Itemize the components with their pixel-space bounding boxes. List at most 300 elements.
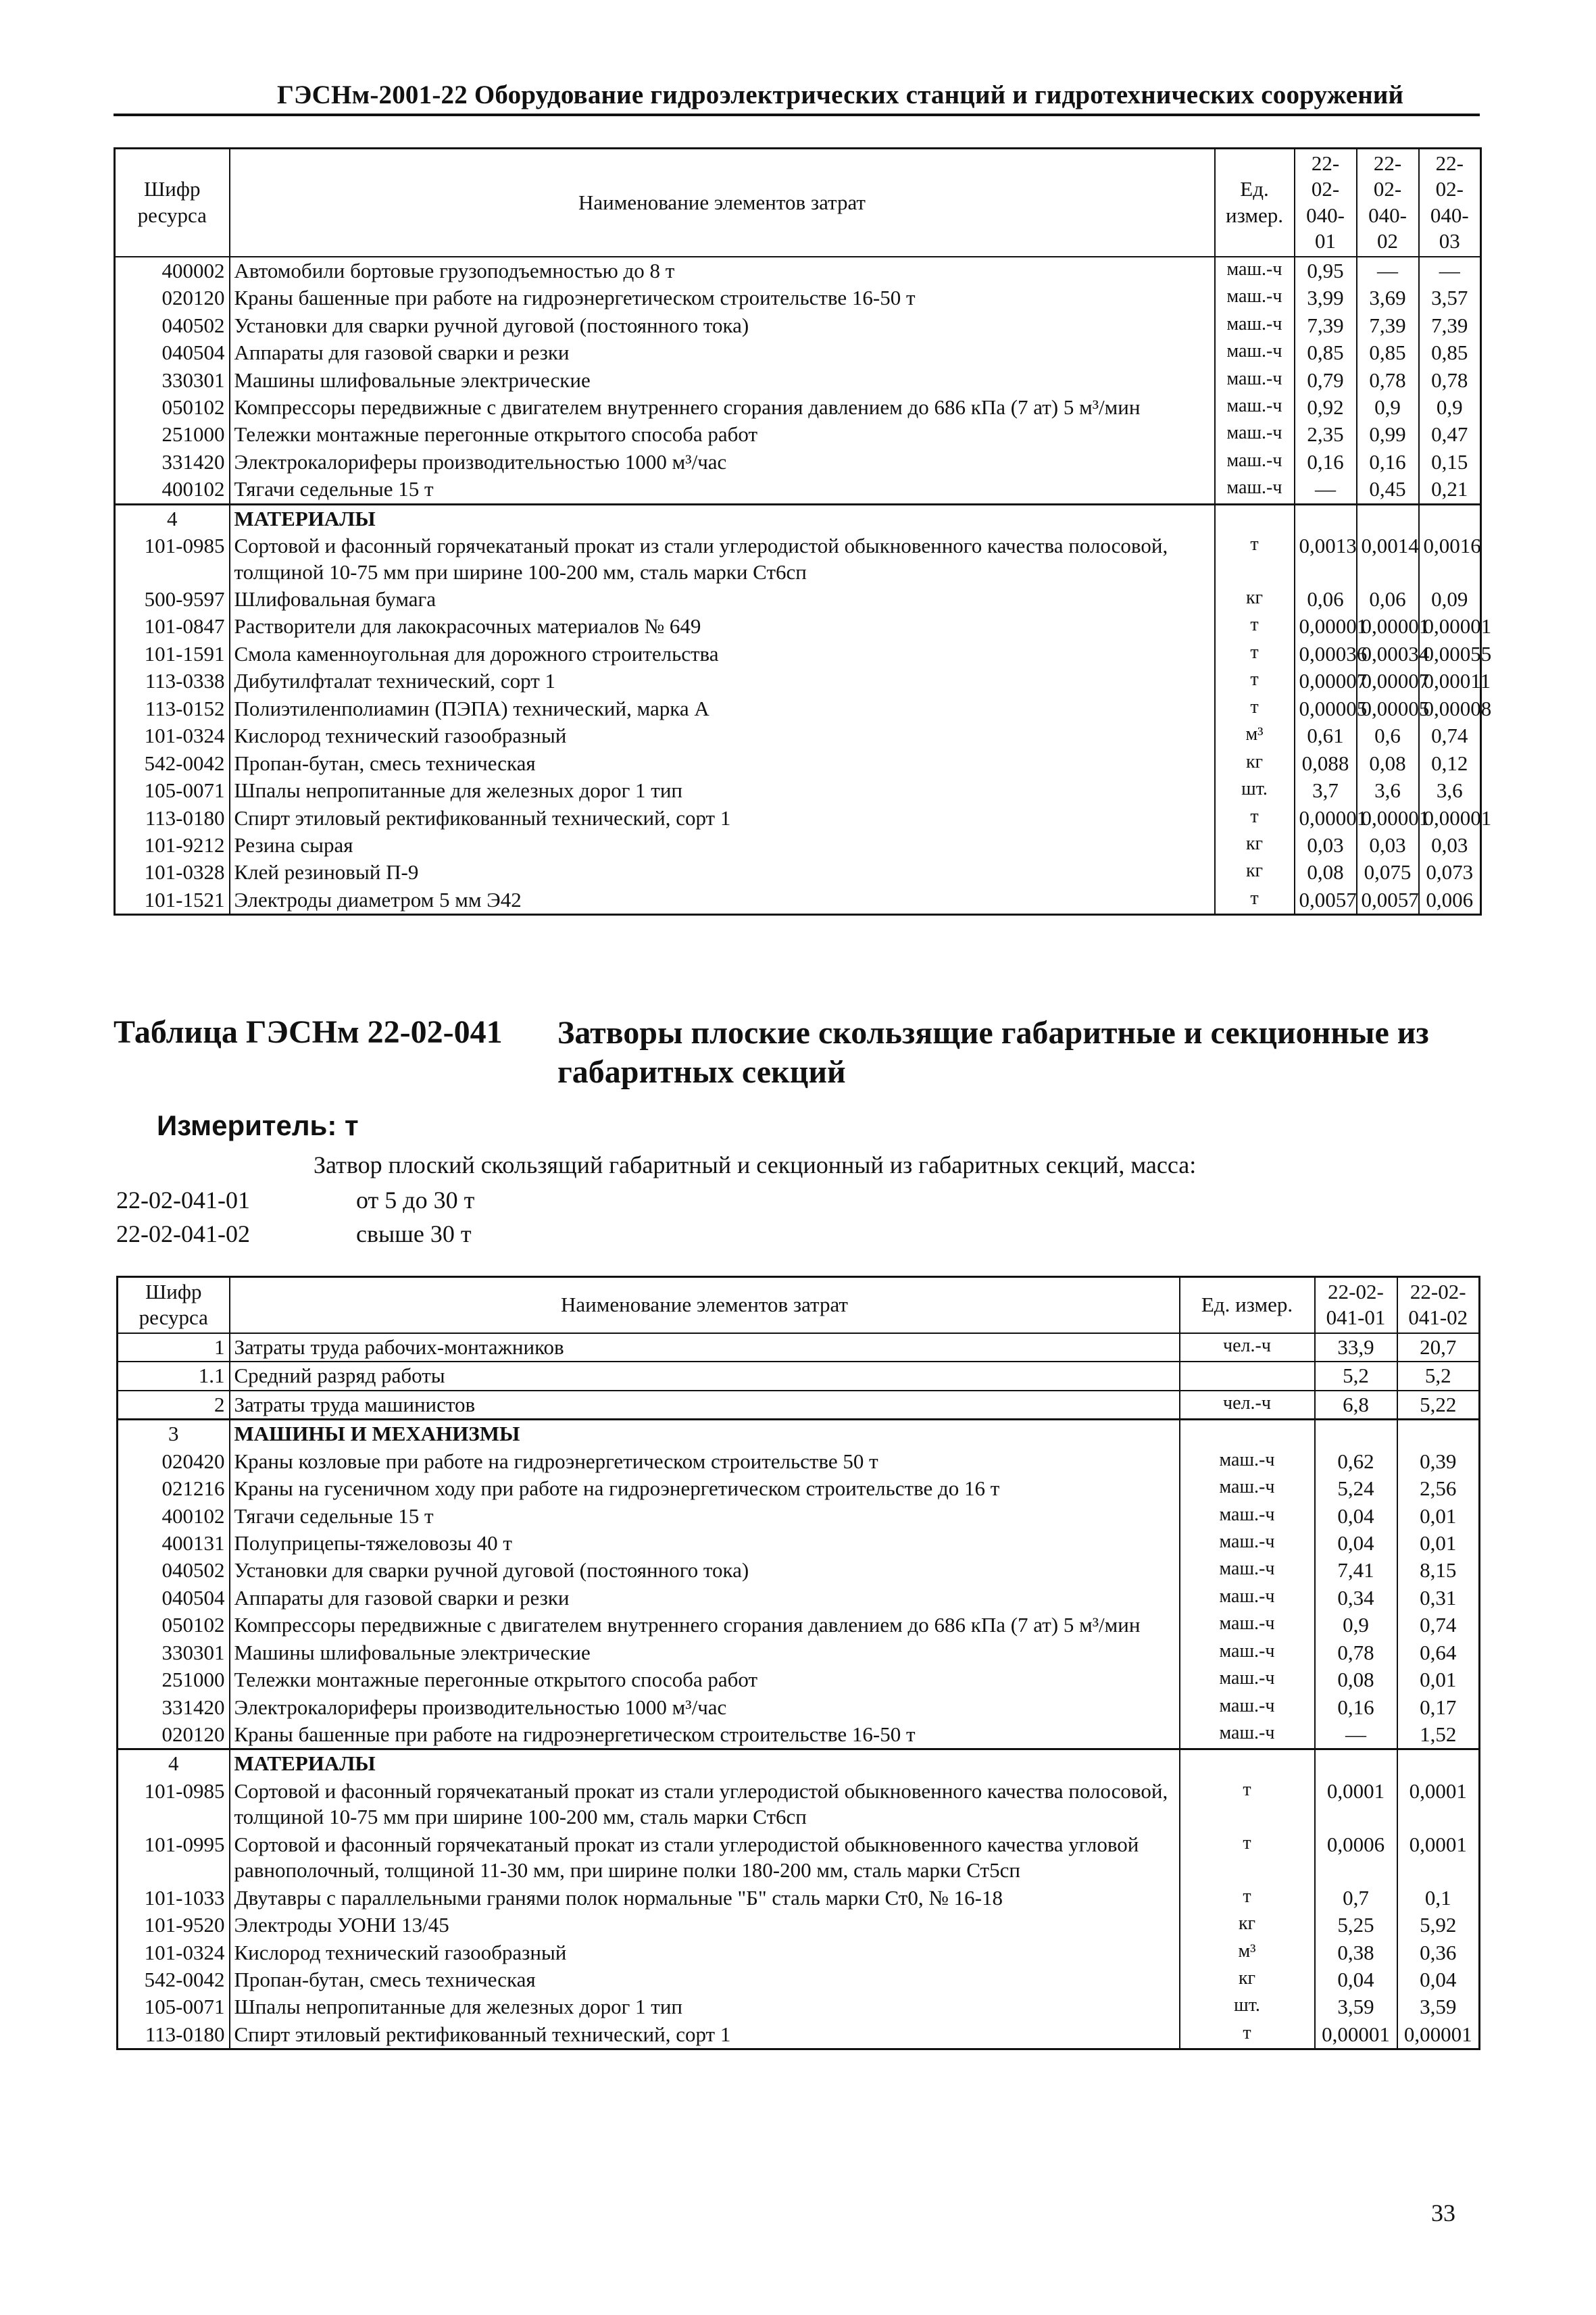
unit-cell: маш.-ч [1180,1557,1315,1584]
variant-text: от 5 до 30 т [356,1187,475,1214]
resource-name: Двутавры с параллельными гранями полок нормальные "Б" сталь марки Ст0, № 16-18 [230,1885,1180,1912]
table-row [115,339,1481,366]
table-header-row [115,149,1481,257]
col-header-norm: 22-02-040-01 [1295,149,1357,257]
norm-value: 0,00001 [1419,613,1481,640]
resource-code: 3 [118,1420,230,1448]
norm-value: 0,0016 [1419,532,1481,586]
resource-code: 101-0847 [115,613,230,640]
norm-value: 0,06 [1295,586,1357,613]
resource-code: 101-9520 [118,1912,230,1939]
table-row [115,421,1481,448]
norm-value: 0,04 [1315,1530,1397,1557]
col-header-norm: 22-02-040-03 [1419,149,1481,257]
resource-code: 400131 [118,1530,230,1557]
table-row [115,476,1481,504]
norm-value: 7,39 [1419,312,1481,339]
norm-value: 0,17 [1397,1694,1480,1721]
norm-value: 0,00005 [1357,695,1419,722]
table-row [118,1585,1480,1612]
norm-value: 33,9 [1315,1333,1397,1362]
resource-code: 101-0985 [118,1778,230,1831]
unit-cell: маш.-ч [1180,1612,1315,1639]
norm-value: 5,2 [1397,1362,1480,1390]
norm-value: 0,088 [1295,750,1357,777]
resource-name: Сортовой и фасонный горячекатаный прокат из стали углеродистой обыкновенного качества угловой равнополочный, толщиной 11-30 мм, при ширине полки 180-200 мм, сталь марки Ст5сп [230,1831,1180,1885]
norm-value: 0,39 [1397,1448,1480,1475]
norm-value: 0,85 [1357,339,1419,366]
norm-value: 0,6 [1357,722,1419,749]
table-row [115,805,1481,832]
table-row [118,1639,1480,1666]
table-row [118,1557,1480,1584]
resource-name: Машины шлифовальные электрические [230,367,1215,394]
norm-value [1295,504,1357,532]
norm-value: 2,35 [1295,421,1357,448]
resource-name: Кислород технический газообразный [230,722,1215,749]
table-title: Таблица ГЭСНм 22-02-041 [114,1014,503,1050]
unit-cell: маш.-ч [1215,257,1295,284]
unit-cell: т [1215,695,1295,722]
resource-name: Шпалы непропитанные для железных дорог 1 тип [230,777,1215,804]
resource-code: 040502 [115,312,230,339]
norm-value: 0,16 [1315,1694,1397,1721]
resource-name: МАШИНЫ И МЕХАНИЗМЫ [230,1420,1180,1448]
resource-name: МАТЕРИАЛЫ [230,504,1215,532]
norm-value: 0,45 [1357,476,1419,504]
norm-value: 0,62 [1315,1448,1397,1475]
table-row [115,887,1481,915]
col-header-name: Наименование элементов затрат [230,1277,1180,1333]
variant-code: 22-02-041-01 [116,1187,250,1214]
norm-value: 0,01 [1397,1530,1480,1557]
norm-value: 0,64 [1397,1639,1480,1666]
norm-value: 0,073 [1419,859,1481,886]
norm-value: 0,74 [1397,1612,1480,1639]
resource-code: 105-0071 [115,777,230,804]
table-row [118,1333,1480,1362]
resource-code: 400002 [115,257,230,284]
unit-cell: маш.-ч [1180,1448,1315,1475]
resource-name: Аппараты для газовой сварки и резки [230,1585,1180,1612]
resource-name: Кислород технический газообразный [230,1939,1180,1966]
unit-cell: маш.-ч [1180,1530,1315,1557]
resource-name: Дибутилфталат технический, сорт 1 [230,668,1215,695]
unit-cell: м³ [1215,722,1295,749]
norm-value: 0,1 [1397,1885,1480,1912]
resource-name: Тягачи седельные 15 т [230,476,1215,504]
table-row [115,613,1481,640]
norm-value: 3,59 [1397,1993,1480,2020]
table-row [118,1885,1480,1912]
resource-name: Сортовой и фасонный горячекатаный прокат из стали углеродистой обыкновенного качества полосовой, толщиной 10-75 мм при ширине 100-200 мм, сталь марки Ст6сп [230,532,1215,586]
norm-value: 0,78 [1357,367,1419,394]
unit-cell: шт. [1215,777,1295,804]
norm-value: 0,01 [1397,1666,1480,1693]
resource-table-040 [114,147,1492,916]
col-header-unit: Ед. измер. [1215,149,1295,257]
norm-value [1397,1749,1480,1778]
table-row [118,1503,1480,1530]
norm-value: 0,00005 [1295,695,1357,722]
norm-value: 0,7 [1315,1885,1397,1912]
norm-value: 3,7 [1295,777,1357,804]
variant-text: свыше 30 т [356,1220,472,1247]
norm-value [1315,1749,1397,1778]
resource-name: Краны на гусеничном ходу при работе на гидроэнергетическом строительстве до 16 т [230,1475,1180,1502]
resource-name: Резина сырая [230,832,1215,859]
resource-name: Спирт этиловый ректификованный технический, сорт 1 [230,2021,1180,2049]
resource-code: 113-0152 [115,695,230,722]
header-rule [114,114,1480,116]
resource-name: Полиэтиленполиамин (ПЭПА) технический, марка А [230,695,1215,722]
section-row [118,1749,1480,1778]
unit-cell: шт. [1180,1993,1315,2020]
unit-cell: т [1215,641,1295,668]
unit-cell: маш.-ч [1180,1475,1315,1502]
col-header-norm: 22-02-041-02 [1397,1277,1480,1333]
norm-value: 0,00001 [1397,2021,1480,2049]
norm-value: 0,0006 [1315,1831,1397,1885]
unit-cell: чел.-ч [1180,1391,1315,1420]
norm-value: 0,92 [1295,394,1357,421]
norm-value: 3,69 [1357,284,1419,312]
norm-value: 7,41 [1315,1557,1397,1584]
resource-name: Пропан-бутан, смесь техническая [230,1966,1180,1993]
table-row [115,312,1481,339]
norm-value: 20,7 [1397,1333,1480,1362]
unit-cell: кг [1180,1966,1315,1993]
norm-value: 0,95 [1295,257,1357,284]
resource-name: Электроды диаметром 5 мм Э42 [230,887,1215,915]
unit-cell: маш.-ч [1180,1585,1315,1612]
table-row [118,1993,1480,2020]
variant-line [116,1186,474,1214]
norm-value: 5,92 [1397,1912,1480,1939]
table-row [115,394,1481,421]
norm-value: — [1295,476,1357,504]
resource-code: 101-0324 [118,1939,230,1966]
resource-name: Электрокалориферы производительностью 1000 м³/час [230,1694,1180,1721]
unit-cell: т [1180,2021,1315,2049]
resource-name: Средний разряд работы [230,1362,1180,1390]
norm-value: 0,08 [1315,1666,1397,1693]
section-row [118,1420,1480,1448]
page-number: 33 [1431,2199,1455,2226]
unit-cell [1215,504,1295,532]
unit-cell: кг [1215,859,1295,886]
norm-value: 0,74 [1419,722,1481,749]
col-header-code: Шифр ресурса [115,149,230,257]
table-row [118,1778,1480,1831]
norm-value: 3,59 [1315,1993,1397,2020]
resource-code: 400102 [118,1503,230,1530]
resource-code: 040504 [115,339,230,366]
running-header: ГЭСНм-2001-22 Оборудование гидроэлектрических станций и гидротехнических сооружений [277,80,1404,109]
unit-cell: кг [1215,750,1295,777]
resource-name: Компрессоры передвижные с двигателем внутреннего сгорания давлением до 686 кПа (7 ат) 5 м³/мин [230,1612,1180,1639]
table-row [115,641,1481,668]
norm-value: 0,31 [1397,1585,1480,1612]
resource-name: МАТЕРИАЛЫ [230,1749,1180,1778]
resource-code: 251000 [118,1666,230,1693]
resource-code: 251000 [115,421,230,448]
norm-value: 7,39 [1295,312,1357,339]
norm-value: 0,03 [1357,832,1419,859]
norm-value: 0,85 [1295,339,1357,366]
variant-code: 22-02-041-02 [116,1220,250,1247]
norm-value: 0,0014 [1357,532,1419,586]
table-row [118,1612,1480,1639]
resource-name: Электроды УОНИ 13/45 [230,1912,1180,1939]
norm-value: 0,075 [1357,859,1419,886]
norm-value: 0,09 [1419,586,1481,613]
table-row [115,284,1481,312]
table-row [118,1448,1480,1475]
unit-of-measure: Измеритель: т [157,1110,359,1141]
norm-value: 0,01 [1397,1503,1480,1530]
resource-name: Краны козловые при работе на гидроэнергетическом строительстве 50 т [230,1448,1180,1475]
unit-cell [1180,1420,1315,1448]
unit-cell [1180,1362,1315,1390]
unit-cell: маш.-ч [1215,421,1295,448]
table-row [118,1694,1480,1721]
unit-cell: маш.-ч [1180,1721,1315,1749]
table-row [115,367,1481,394]
resource-name: Компрессоры передвижные с двигателем внутреннего сгорания давлением до 686 кПа (7 ат) 5 м³/мин [230,394,1215,421]
unit-cell: маш.-ч [1215,476,1295,504]
table-row [118,1912,1480,1939]
table-subtitle: Затворы плоские скользящие габаритные и секционные из габаритных секций [557,1015,1429,1090]
norm-value: 0,04 [1315,1503,1397,1530]
norm-value: 0,99 [1357,421,1419,448]
norm-value: 0,00007 [1357,668,1419,695]
resource-code: 4 [115,504,230,532]
resource-code: 050102 [118,1612,230,1639]
resource-name: Тележки монтажные перегонные открытого способа работ [230,1666,1180,1693]
table-row [118,1391,1480,1420]
table-row [115,257,1481,284]
table-row [115,750,1481,777]
norm-value: 0,85 [1419,339,1481,366]
table-row [118,1475,1480,1502]
norm-value: 0,006 [1419,887,1481,915]
resource-name: Затраты труда машинистов [230,1391,1180,1420]
resource-code: 020420 [118,1448,230,1475]
norm-value: 0,9 [1315,1612,1397,1639]
resource-name: Полуприцепы-тяжеловозы 40 т [230,1530,1180,1557]
norm-value [1419,504,1481,532]
resource-code: 330301 [118,1639,230,1666]
norm-value: 0,00001 [1357,805,1419,832]
norm-value: 0,00001 [1295,805,1357,832]
norm-value: 0,79 [1295,367,1357,394]
unit-cell: т [1180,1885,1315,1912]
table-row [118,1966,1480,1993]
norm-value: 0,34 [1315,1585,1397,1612]
norm-value: 0,00011 [1419,668,1481,695]
norm-value: 0,00001 [1419,805,1481,832]
norm-value: 0,08 [1295,859,1357,886]
norm-value: 0,0057 [1295,887,1357,915]
unit-cell: маш.-ч [1180,1666,1315,1693]
unit-cell: маш.-ч [1215,339,1295,366]
norm-value: 0,16 [1357,449,1419,476]
norm-value: 0,03 [1419,832,1481,859]
resource-code: 101-0985 [115,532,230,586]
unit-cell: кг [1215,832,1295,859]
norm-value [1315,1420,1397,1448]
norm-value: 0,00001 [1357,613,1419,640]
resource-code: 113-0180 [118,2021,230,2049]
resource-code: 040504 [118,1585,230,1612]
norm-value: 0,0001 [1397,1778,1480,1831]
unit-cell: маш.-ч [1215,284,1295,312]
resource-name: Сортовой и фасонный горячекатаный прокат из стали углеродистой обыкновенного качества полосовой, толщиной 10-75 мм при ширине 100-200 мм, сталь марки Ст6сп [230,1778,1180,1831]
table-row [115,532,1481,586]
resource-code: 2 [118,1391,230,1420]
norm-value: 5,22 [1397,1391,1480,1420]
resource-code: 113-0180 [115,805,230,832]
unit-cell: т [1215,668,1295,695]
resource-code: 1.1 [118,1362,230,1390]
unit-cell: т [1215,887,1295,915]
norm-value: 0,00001 [1315,2021,1397,2049]
unit-cell: маш.-ч [1180,1503,1315,1530]
table-row [115,695,1481,722]
norm-value: 0,78 [1315,1639,1397,1666]
norm-value: 0,03 [1295,832,1357,859]
norm-value: 0,36 [1397,1939,1480,1966]
norm-value: 0,00001 [1295,613,1357,640]
resource-code: 101-0328 [115,859,230,886]
resource-code: 542-0042 [115,750,230,777]
table-header-row [118,1277,1480,1333]
norm-value: 3,6 [1357,777,1419,804]
resource-code: 542-0042 [118,1966,230,1993]
resource-code: 330301 [115,367,230,394]
resource-code: 105-0071 [118,1993,230,2020]
col-header-norm: 22-02-041-01 [1315,1277,1397,1333]
resource-code: 050102 [115,394,230,421]
norm-value: 5,25 [1315,1912,1397,1939]
table-row [118,1530,1480,1557]
resource-code: 020120 [115,284,230,312]
resource-code: 101-9212 [115,832,230,859]
norm-value: 0,78 [1419,367,1481,394]
variant-line [116,1220,472,1248]
norm-value: 3,99 [1295,284,1357,312]
resource-name: Установки для сварки ручной дуговой (постоянного тока) [230,312,1215,339]
unit-cell: т [1180,1831,1315,1885]
norm-value: 0,04 [1397,1966,1480,1993]
norm-value: — [1357,257,1419,284]
norm-value: 5,2 [1315,1362,1397,1390]
unit-cell: маш.-ч [1215,449,1295,476]
unit-cell [1180,1749,1315,1778]
resource-name: Машины шлифовальные электрические [230,1639,1180,1666]
norm-value: — [1315,1721,1397,1749]
norm-value: 0,16 [1295,449,1357,476]
table-row [115,722,1481,749]
unit-cell: чел.-ч [1180,1333,1315,1362]
norm-value [1397,1420,1480,1448]
resource-name: Затраты труда рабочих-монтажников [230,1333,1180,1362]
unit-cell: т [1215,805,1295,832]
norm-value: 8,15 [1397,1557,1480,1584]
norm-value: 0,12 [1419,750,1481,777]
norm-value: 0,9 [1419,394,1481,421]
norm-value: 0,0013 [1295,532,1357,586]
variant-intro: Затвор плоский скользящий габаритный и секционный из габаритных секций, масса: [314,1151,1197,1178]
unit-cell: маш.-ч [1180,1694,1315,1721]
norm-value: 0,38 [1315,1939,1397,1966]
resource-code: 101-0995 [118,1831,230,1885]
table-row [115,668,1481,695]
resource-code: 101-1591 [115,641,230,668]
table-row [118,1362,1480,1390]
norm-value: 0,06 [1357,586,1419,613]
section-row [115,504,1481,532]
resource-name: Клей резиновый П-9 [230,859,1215,886]
table-row [118,2021,1480,2049]
table-row [118,1831,1480,1885]
norm-value: 5,24 [1315,1475,1397,1502]
resource-name: Тележки монтажные перегонные открытого способа работ [230,421,1215,448]
col-header-name: Наименование элементов затрат [230,149,1215,257]
table-row [115,777,1481,804]
norm-value: 0,00055 [1419,641,1481,668]
norm-value: 0,47 [1419,421,1481,448]
unit-cell: т [1215,613,1295,640]
resource-code: 040502 [118,1557,230,1584]
norm-value: 2,56 [1397,1475,1480,1502]
unit-cell: маш.-ч [1180,1639,1315,1666]
table-row [115,832,1481,859]
resource-code: 331420 [115,449,230,476]
col-header-unit: Ед. измер. [1180,1277,1315,1333]
table-row [118,1939,1480,1966]
norm-value: 1,52 [1397,1721,1480,1749]
norm-value: 0,04 [1315,1966,1397,1993]
col-header-code: Шифр ресурса [118,1277,230,1333]
unit-cell: т [1180,1778,1315,1831]
resource-code: 4 [118,1749,230,1778]
norm-value: 0,00007 [1295,668,1357,695]
resource-code: 113-0338 [115,668,230,695]
norm-value: 0,00034 [1357,641,1419,668]
norm-value: 0,21 [1419,476,1481,504]
norm-value: 0,61 [1295,722,1357,749]
resource-name: Краны башенные при работе на гидроэнергетическом строительстве 16-50 т [230,1721,1180,1749]
resource-name: Растворители для лакокрасочных материалов № 649 [230,613,1215,640]
unit-cell: кг [1180,1912,1315,1939]
resource-name: Шпалы непропитанные для железных дорог 1 тип [230,1993,1180,2020]
unit-cell: маш.-ч [1215,367,1295,394]
norm-value: 0,15 [1419,449,1481,476]
resource-code: 020120 [118,1721,230,1749]
resource-name: Смола каменноугольная для дорожного строительства [230,641,1215,668]
table-row [118,1721,1480,1749]
resource-table-041 [116,1276,1480,2050]
norm-value: — [1419,257,1481,284]
unit-cell: т [1215,532,1295,586]
resource-code: 021216 [118,1475,230,1502]
unit-cell: м³ [1180,1939,1315,1966]
norm-value: 0,00008 [1419,695,1481,722]
table-row [115,586,1481,613]
norm-value: 7,39 [1357,312,1419,339]
